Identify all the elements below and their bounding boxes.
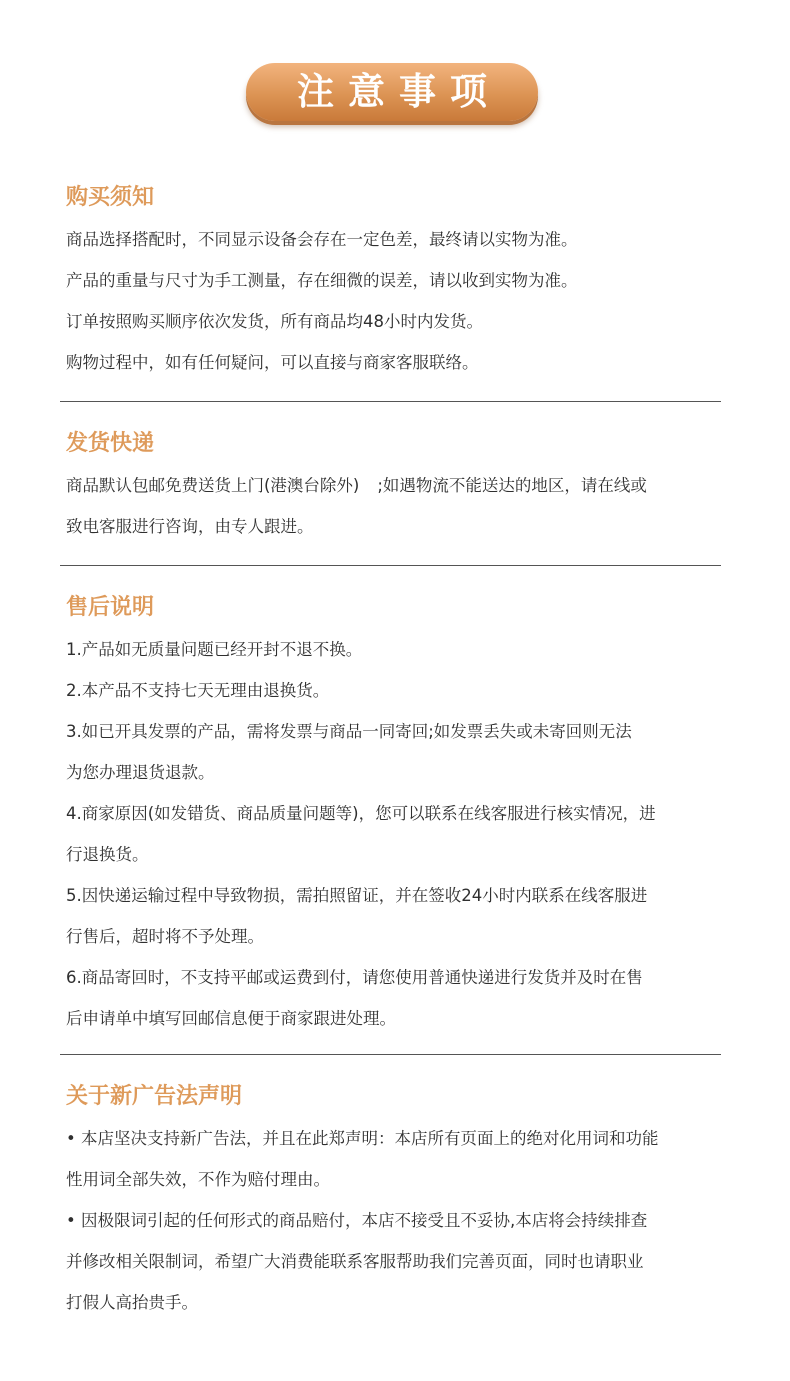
section-divider	[60, 1054, 721, 1055]
shipping-section	[66, 429, 722, 547]
purchase-notice-heading: 购买须知	[66, 185, 155, 210]
aftersale-line: 3.如已开具发票的产品，需将发票与商品一同寄回;如发票丢失或未寄回则无法	[66, 722, 632, 741]
aftersale-line: 1.产品如无质量问题已经开封不退不换。	[66, 640, 363, 659]
shipping-text-b: ;如遇物流不能送达的地区，请在线或	[377, 476, 647, 495]
shipping-line: 致电客服进行咨询，由专人跟进。	[66, 517, 314, 536]
ad-law-line: 打假人高抬贵手。	[66, 1293, 198, 1312]
title-banner	[0, 63, 790, 123]
ad-law-line: • 本店坚决支持新广告法，并且在此郑声明：本店所有页面上的绝对化用词和功能	[66, 1129, 659, 1148]
aftersale-line: 5.因快递运输过程中导致物损，需拍照留证，并在签收24小时内联系在线客服进	[66, 886, 648, 905]
aftersale-line: 2.本产品不支持七天无理由退换货。	[66, 681, 330, 700]
ad-law-section	[66, 1082, 722, 1323]
aftersale-line: 行售后，超时将不予处理。	[66, 927, 264, 946]
purchase-notice-line: 购物过程中，如有任何疑问，可以直接与商家客服联络。	[66, 353, 479, 372]
purchase-notice-line: 商品选择搭配时，不同显示设备会存在一定色差，最终请以实物为准。	[66, 230, 578, 249]
aftersale-heading: 售后说明	[66, 595, 155, 620]
section-divider	[60, 401, 721, 402]
section-divider	[60, 565, 721, 566]
aftersale-line: 4.商家原因(如发错货、商品质量问题等)，您可以联系在线客服进行核实情况，进	[66, 804, 656, 823]
ad-law-line: 并修改相关限制词，希望广大消费能联系客服帮助我们完善页面，同时也请职业	[66, 1252, 644, 1271]
ad-law-heading: 关于新广告法声明	[66, 1084, 243, 1109]
purchase-notice-line: 订单按照购买顺序依次发货，所有商品均48小时内发货。	[66, 312, 483, 331]
aftersale-line: 行退换货。	[66, 845, 149, 864]
page-title: 注意事项	[246, 63, 538, 121]
ad-law-line: • 因极限词引起的任何形式的商品赔付，本店不接受且不妥协,本店将会持续排查	[66, 1211, 648, 1230]
shipping-heading: 发货快递	[66, 431, 155, 456]
shipping-text-a: 商品默认包邮免费送货上门(港澳台除外)	[66, 476, 360, 495]
shipping-line	[66, 465, 722, 506]
aftersale-line: 后申请单中填写回邮信息便于商家跟进处理。	[66, 1009, 396, 1028]
aftersale-section	[66, 593, 722, 1039]
aftersale-line: 为您办理退货退款。	[66, 763, 215, 782]
purchase-notice-line: 产品的重量与尺寸为手工测量，存在细微的误差，请以收到实物为准。	[66, 271, 578, 290]
ad-law-line: 性用词全部失效，不作为赔付理由。	[66, 1170, 330, 1189]
aftersale-line: 6.商品寄回时，不支持平邮或运费到付，请您使用普通快递进行发货并及时在售	[66, 968, 643, 987]
purchase-notice-section	[66, 183, 722, 383]
